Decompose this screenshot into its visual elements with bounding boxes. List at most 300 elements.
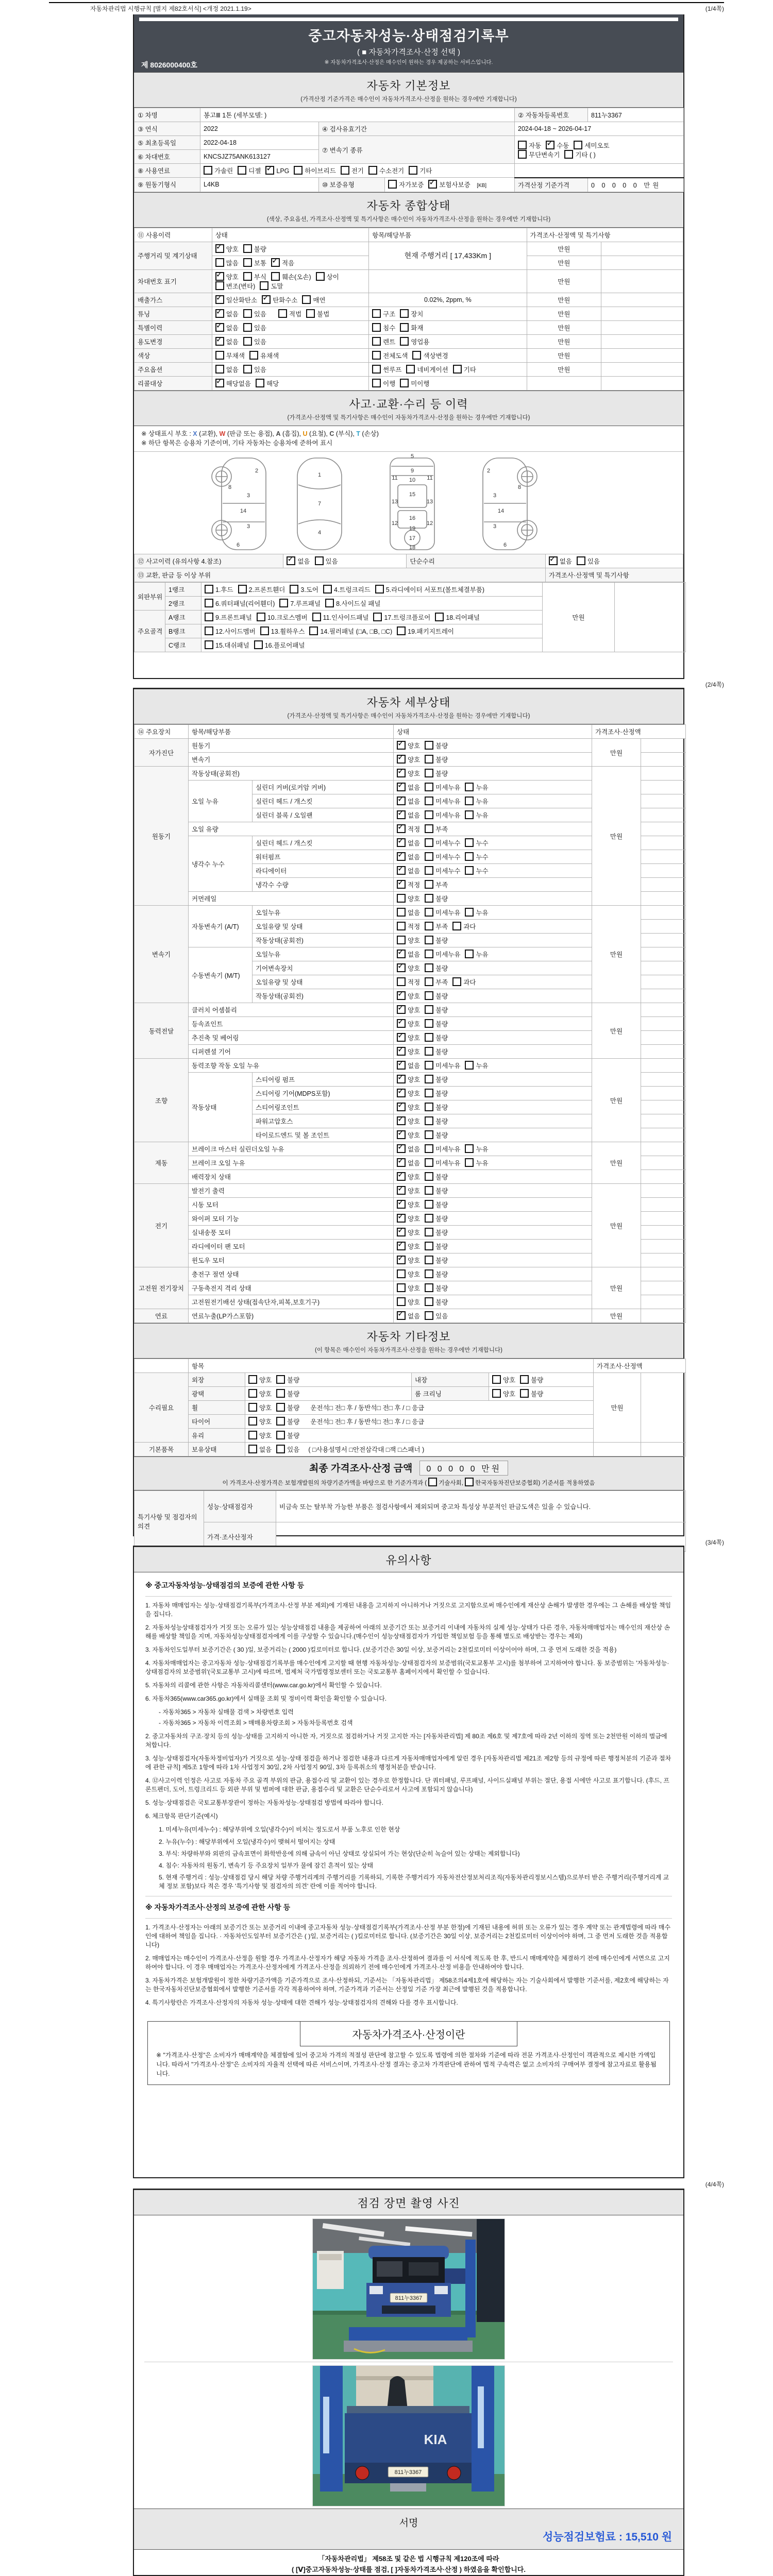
checkbox[interactable]	[397, 894, 406, 903]
checkbox-group	[397, 1228, 452, 1237]
checkbox[interactable]	[425, 936, 433, 944]
checkbox[interactable]	[492, 1375, 501, 1384]
checkbox[interactable]	[465, 810, 474, 819]
checkbox[interactable]	[243, 272, 252, 281]
price-cell: 만원	[527, 242, 601, 256]
checkbox[interactable]	[577, 556, 585, 565]
checkbox[interactable]	[518, 141, 527, 149]
checkbox[interactable]	[243, 365, 252, 374]
checkbox[interactable]	[243, 309, 252, 318]
state-cell	[394, 1059, 592, 1073]
notice-item: 6. 자동차365(www.car365.go.kr)에서 실매물 조회 및 정비이력 확인을 확인할 수 있습니다.	[145, 1695, 387, 1703]
year-value[interactable]: 2022	[200, 122, 319, 136]
checkbox-checked[interactable]	[549, 556, 558, 565]
checkbox-checked[interactable]	[397, 1075, 406, 1083]
checkbox[interactable]	[425, 1242, 433, 1250]
checkbox[interactable]	[388, 180, 397, 189]
checkbox-option	[315, 556, 338, 566]
checkbox-option	[465, 852, 488, 861]
svg-text:16: 16	[409, 515, 416, 521]
checkbox[interactable]	[520, 1389, 529, 1398]
checkbox[interactable]	[271, 272, 280, 281]
notes-cell	[641, 808, 686, 822]
repair-item-label: 휠	[189, 1401, 245, 1415]
checkbox[interactable]	[323, 585, 332, 594]
state-cell	[212, 348, 368, 362]
panel-label: 13.휠하우스	[271, 628, 305, 635]
checkbox-label: 불량	[435, 756, 448, 764]
checkbox[interactable]	[294, 166, 303, 175]
checkbox-label: 양호	[408, 1243, 421, 1250]
reg-no-value[interactable]: 811누3367	[588, 108, 684, 122]
checkbox-checked[interactable]	[215, 337, 224, 346]
checkbox[interactable]	[425, 991, 433, 1000]
checkbox[interactable]	[465, 908, 474, 917]
checkbox-checked[interactable]	[397, 1103, 406, 1111]
checkbox[interactable]	[465, 796, 474, 805]
checkbox[interactable]	[243, 244, 252, 253]
checkbox-checked[interactable]	[397, 1089, 406, 1097]
checkbox[interactable]	[465, 1478, 474, 1486]
checkbox[interactable]	[248, 1403, 257, 1412]
checkbox[interactable]	[435, 613, 444, 621]
checkbox-label: 불량	[254, 245, 267, 253]
checkbox-checked[interactable]	[397, 838, 406, 847]
checkbox-label: 불량	[435, 1188, 448, 1195]
checkbox[interactable]	[372, 323, 381, 332]
checkbox[interactable]	[325, 599, 334, 607]
banner-stripe	[139, 18, 678, 21]
checkbox[interactable]	[257, 613, 265, 621]
checkbox[interactable]	[248, 1417, 257, 1426]
checkbox-checked[interactable]	[397, 796, 406, 805]
repair-item-label: 유리	[189, 1429, 245, 1443]
checkbox-option	[397, 796, 420, 806]
checkbox[interactable]	[279, 599, 288, 607]
checkbox[interactable]	[368, 166, 377, 175]
checkbox[interactable]	[205, 585, 213, 594]
notes-cell	[641, 1045, 686, 1059]
checkbox[interactable]	[425, 963, 433, 972]
checkbox-label: 있음	[254, 310, 267, 318]
state-cell	[394, 947, 592, 961]
checkbox[interactable]	[205, 599, 213, 607]
checkbox[interactable]	[290, 585, 298, 594]
checkbox-label: 불량	[435, 1201, 448, 1209]
checkbox[interactable]	[425, 1158, 433, 1167]
rank-items	[201, 583, 543, 597]
checkbox[interactable]	[425, 1297, 433, 1306]
panel-label: 15.대쉬패널	[215, 642, 249, 649]
checkbox-option	[425, 1158, 460, 1167]
checkbox[interactable]	[204, 166, 212, 175]
checkbox[interactable]	[425, 1033, 433, 1042]
checkbox[interactable]	[397, 1283, 406, 1292]
checkbox-checked[interactable]	[397, 755, 406, 764]
checkbox-label: 세미오토	[584, 142, 610, 149]
checkbox-checked[interactable]	[397, 1144, 406, 1153]
checkbox[interactable]	[341, 166, 349, 175]
checkbox[interactable]	[465, 866, 474, 875]
checkbox-option	[425, 838, 460, 848]
checkbox-group	[518, 150, 600, 159]
checkbox-checked[interactable]	[397, 741, 406, 750]
inspection-label: ④ 검사유효기간	[319, 122, 515, 136]
checkbox[interactable]	[425, 1228, 433, 1236]
checkbox[interactable]	[238, 166, 246, 175]
checkbox-checked[interactable]	[287, 556, 295, 565]
checkbox[interactable]	[425, 824, 433, 833]
checkbox[interactable]	[315, 556, 324, 565]
checkbox[interactable]	[425, 1214, 433, 1223]
checkbox[interactable]	[453, 365, 462, 374]
checkbox[interactable]	[425, 1311, 433, 1320]
checkbox-checked[interactable]	[397, 1061, 406, 1070]
checkbox[interactable]	[276, 1445, 285, 1453]
item-label: 오일누유	[253, 906, 394, 920]
checkbox[interactable]	[412, 351, 421, 360]
checkbox[interactable]	[276, 1403, 285, 1412]
page-2	[133, 688, 684, 1541]
checkbox[interactable]	[492, 1389, 501, 1398]
checkbox-checked[interactable]	[397, 1200, 406, 1209]
item-label: 시동 모터	[189, 1198, 394, 1212]
panel-label: 12.사이드멤버	[215, 628, 256, 635]
checkbox[interactable]	[564, 150, 573, 159]
rank-items	[201, 597, 543, 611]
checkbox[interactable]	[425, 1283, 433, 1292]
checkbox-label: 미세누유	[435, 1062, 461, 1070]
checkbox-checked[interactable]	[397, 1116, 406, 1125]
checkbox[interactable]	[238, 585, 247, 594]
checkbox[interactable]	[373, 613, 382, 621]
checkbox[interactable]	[215, 351, 224, 360]
state-symbol-legend	[134, 426, 683, 452]
checkbox[interactable]	[215, 365, 224, 374]
checkbox[interactable]	[425, 1116, 433, 1125]
license-plate-front: 811누3367	[395, 2295, 423, 2301]
checkbox-option	[425, 977, 448, 987]
checkbox-checked[interactable]	[397, 1033, 406, 1042]
checkbox[interactable]	[372, 365, 381, 374]
checkbox-group	[397, 908, 493, 917]
checkbox[interactable]	[397, 977, 406, 986]
car-name-value[interactable]: 봉고Ⅲ 1톤 (세부모델: )	[200, 108, 515, 122]
repair-item-label: 타이어	[189, 1415, 245, 1429]
checkbox-checked[interactable]	[397, 1311, 406, 1320]
checkbox[interactable]	[205, 626, 213, 635]
checkbox[interactable]	[400, 379, 409, 387]
checkbox-checked[interactable]	[397, 950, 406, 958]
checkbox[interactable]	[409, 166, 417, 175]
checkbox[interactable]	[425, 1005, 433, 1014]
checkbox-group	[278, 309, 334, 318]
state-cell	[394, 1240, 592, 1253]
checkbox-group	[397, 1103, 452, 1112]
checkbox-checked[interactable]	[215, 323, 224, 332]
checkbox[interactable]	[278, 309, 287, 318]
checkbox[interactable]	[425, 741, 433, 750]
table-row	[135, 122, 684, 136]
state-cell	[394, 975, 592, 989]
checkbox-option	[397, 1186, 420, 1195]
checkbox-option	[425, 1200, 448, 1209]
checkbox-option	[249, 351, 279, 360]
checkbox[interactable]	[465, 838, 474, 847]
panel-label: 18.리어패널	[446, 614, 480, 621]
item-label: 구동축전지 격리 상태	[189, 1281, 394, 1295]
checkbox[interactable]	[425, 950, 433, 958]
price-cell: 만원	[592, 1142, 641, 1184]
notice-item: 3. 성능·상태점검자(자동차정비업자)가 거짓으로 성능·상태 점검을 하거나 점검한 내용과 다르게 자동차매매업자에게 알린 경우 [자동차관리법 제21조 제2항 등의 규정에 따른 행정처분의 기준과 절차에 관한 규칙] 제5조 1항에 따라 1차 사업정지 30일, 2차 사업정지 90일, 3차 등록취소의 행정처분을 받습니다.	[145, 1755, 671, 1771]
checkbox-group	[372, 323, 428, 332]
checkbox[interactable]	[452, 977, 461, 986]
checkbox-option	[425, 741, 448, 750]
inspection-value[interactable]: 2024-04-18 ~ 2026-04-17	[515, 122, 684, 136]
checkbox-checked[interactable]	[271, 258, 280, 267]
checkbox[interactable]	[215, 258, 224, 267]
checkbox[interactable]	[574, 141, 582, 149]
checkbox[interactable]	[248, 1445, 257, 1453]
rank-label: 1랭크	[165, 583, 201, 597]
checkbox[interactable]	[425, 1075, 433, 1083]
checkbox[interactable]	[372, 309, 381, 318]
checkbox[interactable]	[372, 379, 381, 387]
checkbox-checked[interactable]	[215, 244, 224, 253]
checkbox-checked[interactable]	[397, 824, 406, 833]
checkbox-group	[397, 1283, 452, 1293]
checkbox[interactable]	[249, 351, 258, 360]
checkbox-checked[interactable]	[397, 769, 406, 777]
checkbox-checked[interactable]	[397, 1214, 406, 1223]
checkbox[interactable]	[406, 365, 415, 374]
checkbox[interactable]	[465, 852, 474, 861]
checkbox[interactable]	[520, 1375, 529, 1384]
checkbox[interactable]	[397, 1297, 406, 1306]
checkbox-checked[interactable]	[215, 295, 224, 304]
checkbox[interactable]	[276, 1417, 285, 1426]
inspector-opinion[interactable]: 비금속 또는 탈부착 가능한 부품은 점검사항에서 제외되며 중고차 특성상 부분적인 판금도색은 있을 수 있습니다.	[276, 1491, 686, 1522]
checkbox[interactable]	[465, 1061, 474, 1070]
checkbox-checked[interactable]	[397, 1186, 406, 1195]
checkbox[interactable]	[302, 295, 311, 304]
checkbox[interactable]	[276, 1389, 285, 1398]
checkbox-group	[397, 1158, 493, 1167]
checkbox[interactable]	[425, 1200, 433, 1209]
checkbox-checked[interactable]	[397, 1158, 406, 1167]
checkbox[interactable]	[465, 783, 474, 791]
base-price-value[interactable]: 0 0 0 0 0 만원	[588, 178, 684, 192]
checkbox-checked[interactable]	[397, 1172, 406, 1181]
checkbox-label: 매연	[313, 296, 326, 304]
checkbox[interactable]	[372, 351, 381, 360]
checkbox[interactable]	[243, 323, 252, 332]
checkbox[interactable]	[425, 783, 433, 791]
checkbox[interactable]	[397, 626, 406, 635]
checkbox-label: 불량	[435, 1257, 448, 1264]
checkbox[interactable]	[425, 977, 433, 986]
legend-line	[141, 429, 676, 439]
checkbox-group	[397, 810, 493, 820]
notes-cell	[601, 348, 683, 362]
checkbox[interactable]	[372, 337, 381, 346]
checkbox-checked[interactable]	[397, 991, 406, 1000]
checkbox-group	[215, 244, 271, 253]
checkbox[interactable]	[248, 1375, 257, 1384]
checkbox[interactable]	[428, 1478, 437, 1486]
notes-cell	[601, 334, 683, 348]
table-row	[135, 767, 686, 781]
checkbox-checked[interactable]	[397, 1228, 406, 1236]
checkbox-group	[215, 337, 271, 346]
checkbox[interactable]	[260, 281, 268, 290]
checkbox[interactable]	[215, 281, 224, 290]
checkbox[interactable]	[425, 866, 433, 875]
checkbox-checked[interactable]	[397, 1019, 406, 1028]
checkbox[interactable]	[452, 922, 461, 930]
checkbox-checked[interactable]	[428, 180, 437, 189]
notes-cell	[641, 947, 686, 961]
col-item-part: 항목/해당부품	[369, 228, 527, 242]
item-label: 실린더 블록 / 오일팬	[253, 808, 394, 822]
checkbox[interactable]	[425, 880, 433, 889]
checkbox-option	[465, 950, 488, 959]
svg-text:6: 6	[236, 542, 240, 548]
checkbox-checked[interactable]	[397, 1242, 406, 1250]
checkbox[interactable]	[425, 922, 433, 930]
checkbox[interactable]	[425, 1130, 433, 1139]
checkbox[interactable]	[243, 258, 252, 267]
checkbox-checked[interactable]	[265, 166, 274, 175]
checkbox[interactable]	[375, 585, 384, 594]
checkbox[interactable]	[465, 950, 474, 958]
checkbox-label: 불량	[435, 993, 448, 1000]
checkbox[interactable]	[425, 908, 433, 917]
checkbox[interactable]	[316, 272, 325, 281]
panel-rank-table	[134, 582, 686, 652]
checkbox-checked[interactable]	[215, 379, 224, 387]
checkbox-label: 없음	[408, 909, 421, 917]
checkbox-checked[interactable]	[546, 141, 554, 149]
checkbox-option	[465, 1144, 488, 1154]
checkbox[interactable]	[425, 1047, 433, 1056]
checkbox-checked[interactable]	[397, 880, 406, 889]
inspection-photo-rear[interactable]	[134, 2365, 683, 2506]
checkbox-label: 있음	[435, 1313, 448, 1320]
checkbox[interactable]	[254, 640, 263, 649]
checkbox[interactable]	[425, 769, 433, 777]
checkbox[interactable]	[425, 894, 433, 903]
checkbox-option	[397, 783, 420, 792]
checkbox-checked[interactable]	[397, 783, 406, 791]
checkbox[interactable]	[400, 337, 409, 346]
checkbox-label: 색상변경	[423, 352, 448, 360]
checkbox[interactable]	[400, 323, 409, 332]
first-reg-value[interactable]: 2022-04-18	[200, 136, 319, 150]
checkbox-checked[interactable]	[397, 866, 406, 875]
checkbox[interactable]	[425, 755, 433, 764]
checkbox[interactable]	[400, 309, 409, 318]
inspection-photo-front[interactable]	[134, 2218, 683, 2360]
checkbox[interactable]	[248, 1431, 257, 1439]
checkbox[interactable]	[425, 852, 433, 861]
price-cell: 만원	[527, 334, 601, 348]
item-cell	[369, 320, 527, 334]
checkbox[interactable]	[425, 838, 433, 847]
checkbox-label: 네비게이션	[417, 366, 448, 374]
checkbox[interactable]	[243, 337, 252, 346]
checkbox[interactable]	[306, 309, 315, 318]
notes-cell	[641, 850, 686, 864]
checkbox[interactable]	[276, 1431, 285, 1439]
checkbox-checked[interactable]	[397, 963, 406, 972]
checkbox[interactable]	[260, 626, 269, 635]
checkbox-checked[interactable]	[397, 1130, 406, 1139]
checkbox[interactable]	[397, 908, 406, 917]
page-marker-2: (2/4쪽)	[705, 681, 724, 688]
checkbox-label: 불량	[435, 742, 448, 750]
checkbox[interactable]	[397, 1269, 406, 1278]
checkbox-checked[interactable]	[215, 309, 224, 318]
checkbox-group	[549, 556, 604, 566]
checkbox-checked[interactable]	[262, 295, 271, 304]
checkbox[interactable]	[425, 1019, 433, 1028]
checkbox[interactable]	[276, 1375, 285, 1384]
price-cell: 만원	[527, 269, 601, 293]
checkbox-checked[interactable]	[397, 1256, 406, 1264]
checkbox[interactable]	[425, 1269, 433, 1278]
checkbox[interactable]	[465, 1158, 474, 1167]
checkbox[interactable]	[425, 1256, 433, 1264]
checkbox[interactable]	[465, 1144, 474, 1153]
checkbox[interactable]	[205, 640, 213, 649]
checkbox-label: 있음	[254, 324, 267, 332]
checkbox[interactable]	[248, 1389, 257, 1398]
checkbox[interactable]	[425, 810, 433, 819]
device-label: 변속기	[135, 906, 189, 1003]
checkbox-checked[interactable]	[397, 852, 406, 861]
checkbox-checked[interactable]	[397, 1005, 406, 1014]
checkbox-label: 누유	[476, 1062, 489, 1070]
checkbox[interactable]	[518, 150, 527, 159]
checkbox[interactable]	[425, 1089, 433, 1097]
checkbox-label: 미세누수	[435, 840, 461, 847]
checkbox[interactable]	[312, 613, 321, 621]
checkbox[interactable]	[205, 613, 213, 621]
checkbox[interactable]	[397, 936, 406, 944]
checkbox-option	[400, 309, 423, 318]
notes-cell	[641, 739, 686, 753]
checkbox[interactable]	[425, 1103, 433, 1111]
checkbox-checked[interactable]	[397, 1047, 406, 1056]
checkbox-checked[interactable]	[397, 810, 406, 819]
panel-checkbox-option	[375, 585, 484, 594]
checkbox-checked[interactable]	[215, 272, 224, 281]
engine-type-value[interactable]: L4KB	[200, 178, 319, 192]
checkbox[interactable]	[425, 796, 433, 805]
vin-value[interactable]: KNCSJZ75ANK613127	[200, 150, 319, 164]
checkbox[interactable]	[256, 379, 264, 387]
checkbox[interactable]	[309, 626, 318, 635]
checkbox[interactable]	[425, 1144, 433, 1153]
checkbox[interactable]	[425, 1172, 433, 1181]
item-label: 라디에이터 팬 모터	[189, 1240, 394, 1253]
checkbox[interactable]	[425, 1061, 433, 1070]
checkbox[interactable]	[397, 922, 406, 930]
checkbox-group	[397, 1075, 452, 1084]
final-price-value[interactable]: 0 0 0 0 0 만원	[419, 1461, 508, 1476]
checkbox[interactable]	[425, 1186, 433, 1195]
